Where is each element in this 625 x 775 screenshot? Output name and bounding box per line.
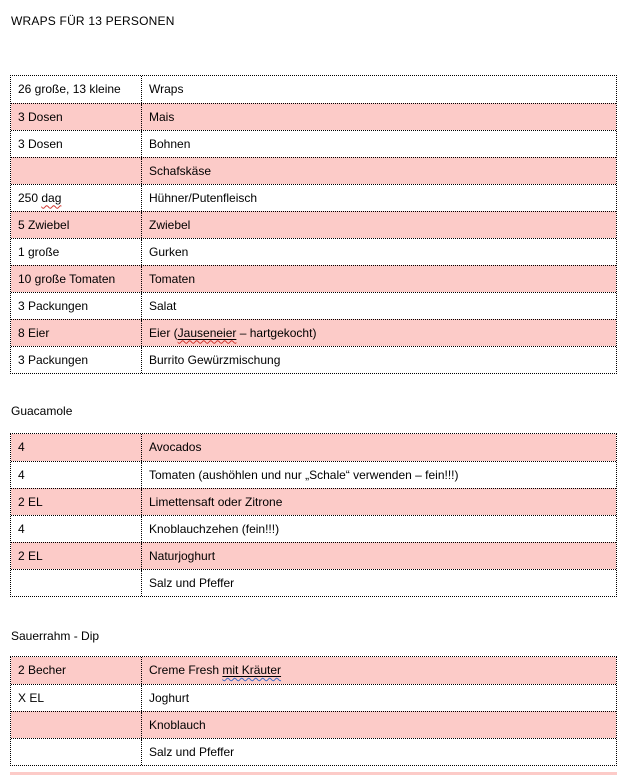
section-heading-sauerrahm-dip[interactable]: Sauerrahm - Dip	[11, 629, 100, 643]
ingredient-cell[interactable]	[142, 185, 616, 211]
table-row	[11, 488, 616, 515]
table-row	[11, 738, 616, 765]
quantity-cell[interactable]	[11, 739, 142, 765]
quantity-cell[interactable]	[11, 76, 142, 103]
cell-text: 3 Packungen	[18, 352, 89, 367]
ingredient-cell[interactable]	[142, 347, 616, 373]
table-row	[11, 461, 616, 488]
table-row	[11, 657, 616, 684]
ingredient-cell[interactable]	[142, 239, 616, 265]
cell-text: Gurken	[149, 244, 189, 259]
ingredient-cell[interactable]	[142, 212, 616, 238]
quantity-cell[interactable]	[11, 293, 142, 319]
guacamole-ingredients-table	[10, 433, 617, 597]
table-row	[11, 434, 616, 461]
cell-text: Hühner/Putenfleisch	[149, 190, 258, 205]
ingredient-cell[interactable]	[142, 104, 616, 130]
table-row	[11, 265, 616, 292]
cell-text: Salz und Pfeffer	[149, 744, 235, 759]
flagged-text: dag	[41, 190, 62, 205]
cell-text: Eier (	[149, 325, 178, 340]
cell-text: 3 Dosen	[18, 109, 63, 124]
ingredient-cell[interactable]	[142, 462, 616, 488]
quantity-cell[interactable]	[11, 685, 142, 711]
underlined-text	[178, 326, 237, 341]
table-row	[11, 292, 616, 319]
cell-text: Limettensaft oder Zitrone	[149, 494, 283, 509]
cell-text: Tomaten	[149, 271, 196, 286]
quantity-cell[interactable]	[11, 543, 142, 569]
quantity-cell[interactable]	[11, 212, 142, 238]
cell-text: Creme Fresh	[149, 663, 223, 677]
cell-text: Joghurt	[149, 690, 190, 705]
table-row	[11, 211, 616, 238]
quantity-cell[interactable]	[11, 131, 142, 157]
ingredient-cell[interactable]	[142, 320, 616, 346]
underlined-text	[222, 663, 281, 678]
table-row	[11, 515, 616, 542]
cell-text: Salat	[149, 298, 177, 313]
table-row	[11, 346, 616, 373]
section-sauerrahm-dip	[10, 629, 617, 766]
quantity-cell[interactable]	[11, 712, 142, 738]
cell-text: 8 Eier	[18, 325, 50, 340]
ingredient-cell[interactable]	[142, 685, 616, 711]
cell-text: Zwiebel	[149, 217, 191, 232]
cell-text: 26 große, 13 kleine	[18, 82, 121, 96]
cell-text: Burrito Gewürzmischung	[149, 352, 281, 367]
table-row	[11, 542, 616, 569]
table-row	[11, 103, 616, 130]
cell-text: – hartgekocht)	[236, 325, 317, 340]
ingredient-cell[interactable]	[142, 293, 616, 319]
ingredient-cell[interactable]	[142, 570, 616, 596]
quantity-cell[interactable]	[11, 158, 142, 184]
cell-text: Naturjoghurt	[149, 548, 216, 563]
table-row	[11, 157, 616, 184]
section-heading-guacamole[interactable]: Guacamole	[11, 404, 73, 418]
cell-text: 1 große	[18, 244, 60, 259]
quantity-cell[interactable]	[11, 185, 142, 211]
table-row	[11, 319, 616, 346]
quantity-cell[interactable]	[11, 570, 142, 596]
cell-text: Bohnen	[149, 136, 191, 151]
ingredient-cell[interactable]	[142, 434, 616, 461]
quantity-cell[interactable]	[11, 462, 142, 488]
cell-text: Wraps	[149, 82, 184, 96]
flagged-text: Jauseneier	[177, 325, 237, 340]
wraps-ingredients-table	[10, 75, 617, 374]
table-row	[11, 238, 616, 265]
table-row	[11, 569, 616, 596]
cell-text: 4	[18, 440, 25, 454]
quantity-cell[interactable]	[11, 489, 142, 515]
ingredient-cell[interactable]	[142, 516, 616, 542]
ingredient-cell[interactable]	[142, 657, 616, 684]
cell-text: 4	[18, 467, 25, 482]
quantity-cell[interactable]	[11, 239, 142, 265]
quantity-cell[interactable]	[11, 266, 142, 292]
quantity-cell[interactable]	[11, 320, 142, 346]
quantity-cell[interactable]	[11, 104, 142, 130]
quantity-cell[interactable]	[11, 516, 142, 542]
ingredient-cell[interactable]	[142, 266, 616, 292]
cell-text: 5 Zwiebel	[18, 217, 70, 232]
ingredient-cell[interactable]	[142, 76, 616, 103]
section-guacamole	[10, 404, 617, 597]
cell-text: Mais	[149, 109, 175, 124]
table-row	[11, 76, 616, 103]
flagged-text: mit Kräuter	[222, 663, 282, 677]
section-wraps	[10, 75, 617, 374]
cell-text: 3 Dosen	[18, 136, 63, 151]
cell-text: 4	[18, 521, 25, 536]
cell-text: 2 EL	[18, 494, 43, 509]
quantity-cell[interactable]	[11, 347, 142, 373]
ingredient-cell[interactable]	[142, 739, 616, 765]
quantity-cell[interactable]	[11, 434, 142, 461]
cell-text: Tomaten (aushöhlen und nur „Schale“ verwenden – fein!!!)	[149, 467, 459, 482]
quantity-cell[interactable]	[11, 657, 142, 684]
cell-text: Knoblauchzehen (fein!!!)	[149, 521, 280, 536]
table-row	[11, 184, 616, 211]
cell-text: 3 Packungen	[18, 298, 89, 313]
cell-text: 250	[18, 190, 42, 205]
ingredient-cell[interactable]	[142, 543, 616, 569]
sauerrahm-ingredients-table	[10, 656, 617, 766]
table-row	[11, 684, 616, 711]
cell-text: Knoblauch	[149, 717, 206, 732]
cell-text: 10 große Tomaten	[18, 271, 116, 286]
cell-text: 2 Becher	[18, 663, 67, 677]
ingredient-cell[interactable]	[142, 131, 616, 157]
table-row	[11, 711, 616, 738]
table-row	[11, 130, 616, 157]
ingredient-cell[interactable]	[142, 712, 616, 738]
cell-text: Avocados	[149, 440, 202, 454]
cell-text: X EL	[18, 690, 45, 705]
ingredient-cell[interactable]	[142, 489, 616, 515]
document-title[interactable]: WRAPS FÜR 13 PERSONEN	[11, 14, 175, 28]
cell-text: Salz und Pfeffer	[149, 575, 235, 590]
cell-text: 2 EL	[18, 548, 43, 563]
ingredient-cell[interactable]	[142, 158, 616, 184]
cell-text: Schafskäse	[149, 163, 212, 178]
